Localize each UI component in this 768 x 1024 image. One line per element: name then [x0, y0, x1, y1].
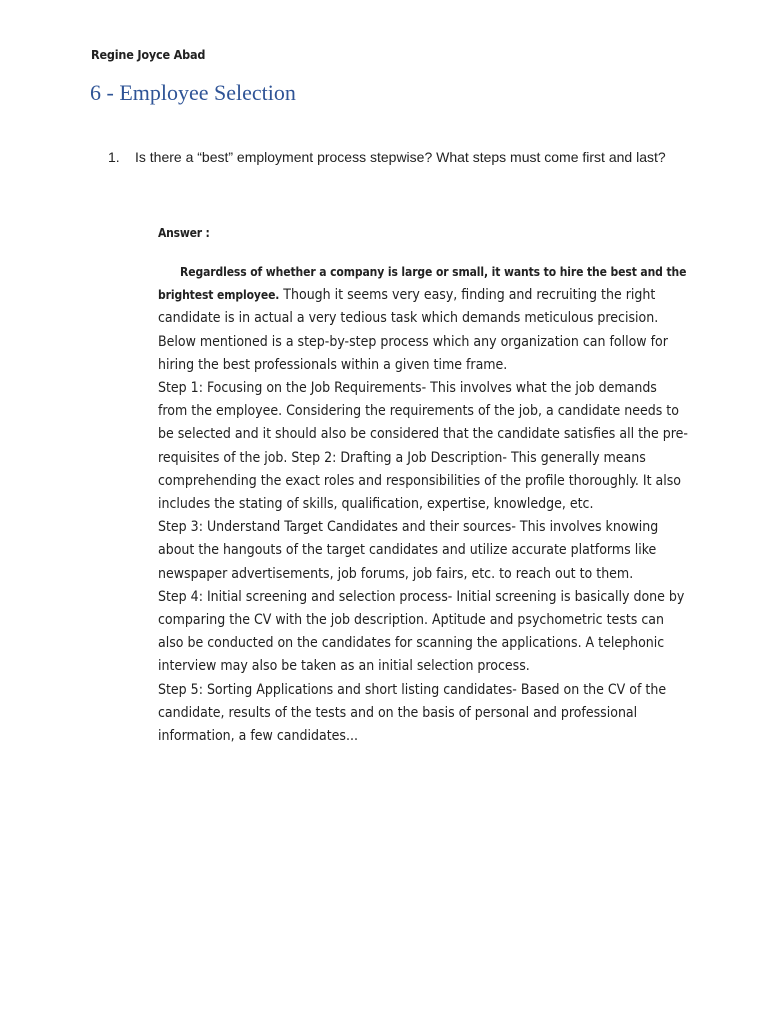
answer-intro-text: Though it seems very easy, finding and recruiting the right candidate is in actual a very tedious task which demands meticulous precision. Below mentioned is a step-by-step process which any organization can follow for hiring the best professionals within a given time frame.: [158, 287, 668, 373]
answer-label: Answer :: [158, 226, 210, 240]
answer-step-1-2: Step 1: Focusing on the Job Requirements- This involves what the job demands from the employee. Considering the requirements of the job, a candidate needs to be selected and it should also be considered that the candidate satisfies all the pre-requisites of the job. Step 2: Drafting a Job Description- This generally means comprehending the exact roles and responsibilities of the profile thoroughly. It also includes the stating of skills, qualification, expertise, knowledge, etc.: [158, 380, 688, 513]
author-name: Regine Joyce Abad: [91, 47, 206, 62]
question-text: Is there a “best” employment process stepwise? What steps must come first and last?: [135, 149, 666, 165]
question-item: [108, 147, 668, 169]
question-number: 1.: [108, 149, 120, 165]
answer-intro-paragraph: [158, 261, 688, 377]
answer-step-4: Step 4: Initial screening and selection process- Initial screening is basically done by comparing the CV with the job description. Aptitude and psychometric tests can also be conducted on the candidates for scanning the applications. A telephonic interview may also be taken as an initial selection process.: [158, 588, 685, 675]
answer-step-5: Step 5: Sorting Applications and short listing candidates- Based on the CV of the candidate, results of the tests and on the basis of personal and professional information, a few candidates...: [158, 681, 667, 745]
answer-step-3: Step 3: Understand Target Candidates and their sources- This involves knowing about the hangouts of the target candidates and utilize accurate platforms like newspaper advertisements, job forums, job fairs, etc. to reach out to them.: [158, 519, 659, 582]
answer-body: [158, 261, 688, 748]
answer-lead-sentence: Regardless of whether a company is large or small, it wants to hire the best and the brightest employee.: [158, 265, 687, 303]
document-title: 6 - Employee Selection: [90, 80, 296, 105]
